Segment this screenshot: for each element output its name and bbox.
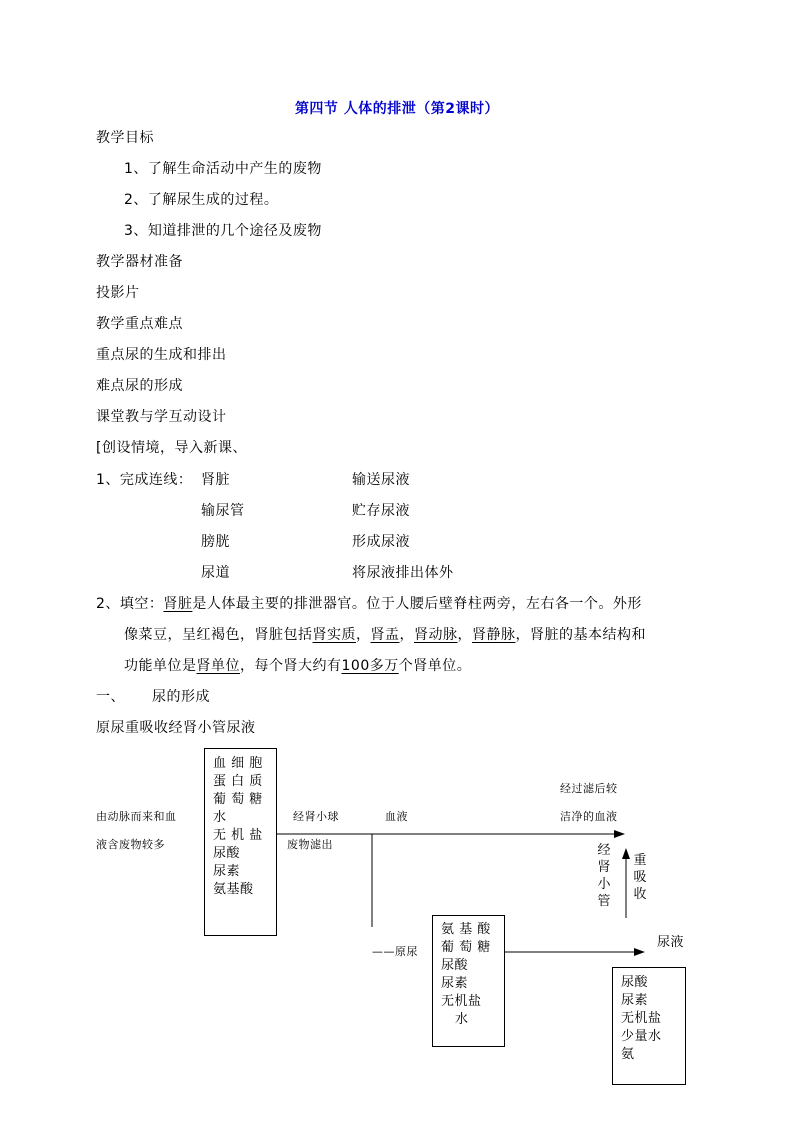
key-point: 重点尿的生成和排出 — [96, 347, 227, 363]
fill-answer: 肾脏 — [163, 596, 193, 612]
box-item: 尿素 — [441, 976, 469, 991]
glomerulus-label: 经肾小球 — [293, 810, 339, 823]
matching-left-item: 尿道 — [201, 565, 230, 581]
flow-line: 原尿重吸收经肾小管尿液 — [96, 720, 256, 736]
reabsorb-arrowhead — [622, 848, 630, 859]
box-item: 无机盐 — [621, 1011, 662, 1026]
difficult-point: 难点尿的形成 — [96, 378, 183, 394]
box-item: 葡 萄 糖 — [441, 940, 491, 955]
urine-components-box — [612, 967, 686, 1085]
objective-item: 3、知道排泄的几个途径及废物 — [124, 223, 322, 239]
intro-text: [创设情境，导入新课、 — [96, 440, 247, 456]
matching-right-item: 形成尿液 — [352, 534, 410, 550]
section-number: 一、 — [96, 689, 125, 705]
fill-text: ， — [356, 627, 371, 643]
blood-flow-arrowhead — [614, 830, 625, 838]
materials-heading: 教学器材准备 — [96, 254, 183, 270]
matching-right-item: 输送尿液 — [352, 472, 410, 488]
fill-text: ，肾脏的基本结构和 — [515, 627, 646, 643]
tubule-label: 经肾小管 — [597, 843, 611, 909]
fill-answer: 肾动脉 — [414, 627, 458, 643]
fill-answer: 肾盂 — [370, 627, 400, 643]
objective-item: 2、了解尿生成的过程。 — [124, 192, 279, 208]
reabsorb-label: 重吸收 — [633, 853, 647, 902]
fill-text: 是人体最主要的排泄器官。位于人腰后壁脊柱两旁，左右各一个。外形 — [192, 596, 642, 612]
primary-urine-box — [432, 915, 505, 1047]
matching-left-item: 膀胱 — [201, 534, 230, 550]
fill-answer: 肾静脉 — [472, 627, 516, 643]
fill-text: ， — [399, 627, 414, 643]
artery-note: 液含废物较多 — [96, 838, 165, 851]
artery-note: 由动脉而来和血 — [96, 810, 177, 823]
box-item: 无机盐 — [441, 994, 482, 1009]
design-heading: 课堂教与学互动设计 — [96, 409, 227, 425]
box-item: 尿酸 — [621, 975, 649, 990]
materials-text: 投影片 — [96, 285, 140, 301]
box-item: 水 — [213, 810, 227, 825]
clean-blood-label: 经过滤后较 — [560, 782, 618, 795]
box-item: 无 机 盐 — [213, 828, 263, 843]
fill-text: ，每个肾大约有 — [240, 658, 342, 674]
fill-prefix: 2、填空： — [96, 596, 164, 612]
box-item: 氨 — [621, 1047, 635, 1062]
box-item: 尿素 — [621, 993, 649, 1008]
blood-label: 血液 — [385, 810, 408, 823]
box-item: 葡 萄 糖 — [213, 792, 263, 807]
box-item: 血 细 胞 — [213, 756, 263, 771]
blood-components-box — [204, 748, 277, 936]
box-item: 氨基酸 — [213, 882, 254, 897]
page-title: 第四节 人体的排泄（第2课时） — [294, 101, 500, 117]
box-item: 水 — [455, 1012, 469, 1027]
box-item: 少量水 — [621, 1029, 662, 1044]
box-item: 蛋 白 质 — [213, 774, 263, 789]
filtered-label: 废物滤出 — [287, 838, 333, 851]
matching-prefix: 1、完成连线： — [96, 472, 193, 488]
matching-left-item: 肾脏 — [201, 472, 230, 488]
fill-answer: 100多万 — [341, 658, 399, 674]
matching-right-item: 将尿液排出体外 — [352, 565, 454, 581]
matching-right-item: 贮存尿液 — [352, 503, 410, 519]
box-item: 氨 基 酸 — [441, 922, 491, 937]
primary-urine-label: ——原尿 — [372, 945, 418, 958]
key-heading: 教学重点难点 — [96, 316, 183, 332]
clean-blood-label: 洁净的血液 — [560, 810, 618, 823]
fill-answer: 肾实质 — [312, 627, 356, 643]
urine-label: 尿液 — [657, 935, 685, 950]
box-item: 尿素 — [213, 864, 241, 879]
fill-answer: 肾单位 — [196, 658, 240, 674]
urine-flow-arrowhead — [634, 948, 645, 956]
matching-left-item: 输尿管 — [201, 503, 245, 519]
section-title: 尿的形成 — [152, 689, 210, 705]
box-item: 尿酸 — [441, 958, 469, 973]
fill-text: 像菜豆，呈红褐色，肾脏包括 — [124, 627, 313, 643]
objective-item: 1、了解生命活动中产生的废物 — [124, 161, 322, 177]
fill-text: 个肾单位。 — [398, 658, 472, 674]
objectives-heading: 教学目标 — [96, 130, 154, 146]
fill-text: 功能单位是 — [124, 658, 197, 674]
fill-text: ， — [457, 627, 472, 643]
box-item: 尿酸 — [213, 846, 241, 861]
